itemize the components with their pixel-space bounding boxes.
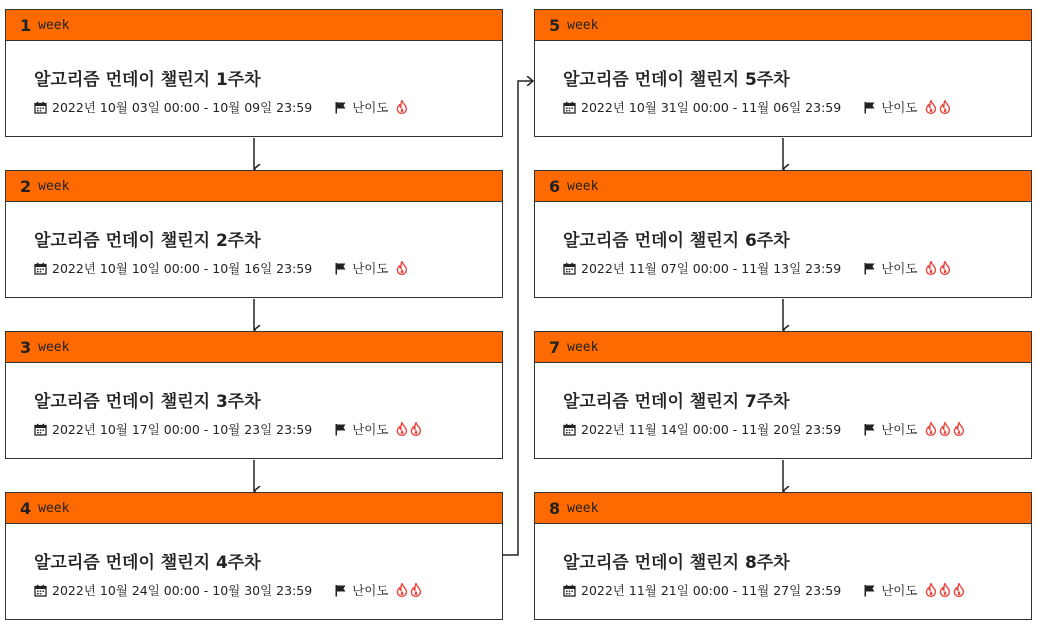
difficulty-label: 난이도 [881, 261, 918, 276]
week-number: 1 [20, 15, 32, 35]
week-header [6, 332, 502, 363]
challenge-title[interactable]: 알고리즘 먼데이 챌린지 4주차 [34, 553, 261, 573]
fire-icon [939, 100, 951, 114]
week-card-3[interactable] [5, 331, 503, 459]
calendar-icon [563, 262, 576, 275]
challenge-meta [563, 259, 953, 277]
week-header [535, 171, 1031, 202]
challenge-period: 2022년 10월 03일 00:00 - 10월 09일 23:59 [52, 100, 313, 115]
flag-icon [334, 584, 347, 597]
difficulty-label: 난이도 [352, 100, 389, 115]
week-header [6, 493, 502, 524]
flag-icon [863, 584, 876, 597]
difficulty-flames [396, 100, 410, 114]
week-number: 8 [549, 498, 561, 518]
flag-icon [334, 423, 347, 436]
challenge-meta [34, 420, 424, 438]
fire-icon [925, 583, 937, 597]
week-header [6, 171, 502, 202]
challenge-title[interactable]: 알고리즘 먼데이 챌린지 6주차 [563, 231, 790, 251]
challenge-meta [34, 581, 424, 599]
difficulty-flames [396, 583, 424, 597]
calendar-icon [34, 262, 47, 275]
challenge-meta [563, 581, 967, 599]
fire-icon [925, 422, 937, 436]
week-number: 6 [549, 176, 561, 196]
challenge-meta [34, 98, 410, 116]
week-number: 3 [20, 337, 32, 357]
difficulty-label: 난이도 [352, 422, 389, 437]
difficulty-flames [925, 100, 953, 114]
calendar-icon [34, 584, 47, 597]
difficulty-flames [925, 422, 967, 436]
calendar-icon [563, 584, 576, 597]
fire-icon [396, 422, 408, 436]
fire-icon [410, 583, 422, 597]
calendar-icon [563, 101, 576, 114]
flag-icon [334, 262, 347, 275]
calendar-icon [34, 423, 47, 436]
difficulty-flames [925, 261, 953, 275]
flag-icon [863, 101, 876, 114]
calendar-icon [34, 101, 47, 114]
week-number: 5 [549, 15, 561, 35]
difficulty-flames [396, 261, 410, 275]
week-label: week [567, 339, 599, 355]
fire-icon [396, 583, 408, 597]
fire-icon [396, 261, 408, 275]
challenge-period: 2022년 11월 07일 00:00 - 11월 13일 23:59 [581, 261, 842, 276]
week-header [535, 10, 1031, 41]
week-card-2[interactable] [5, 170, 503, 298]
challenge-period: 2022년 11월 21일 00:00 - 11월 27일 23:59 [581, 583, 842, 598]
difficulty-label: 난이도 [881, 583, 918, 598]
week-number: 4 [20, 498, 32, 518]
fire-icon [939, 261, 951, 275]
challenge-meta [563, 98, 953, 116]
challenge-period: 2022년 10월 31일 00:00 - 11월 06일 23:59 [581, 100, 842, 115]
flag-icon [863, 423, 876, 436]
difficulty-label: 난이도 [881, 422, 918, 437]
week-number: 2 [20, 176, 32, 196]
calendar-icon [563, 423, 576, 436]
fire-icon [953, 583, 965, 597]
fire-icon [925, 261, 937, 275]
challenge-meta [563, 420, 967, 438]
flag-icon [863, 262, 876, 275]
fire-icon [939, 583, 951, 597]
week-header [6, 10, 502, 41]
difficulty-label: 난이도 [352, 583, 389, 598]
arrow-4-5 [503, 81, 533, 555]
week-header [535, 493, 1031, 524]
fire-icon [953, 422, 965, 436]
week-label: week [567, 178, 599, 194]
challenge-title[interactable]: 알고리즘 먼데이 챌린지 8주차 [563, 553, 790, 573]
week-label: week [38, 178, 70, 194]
challenge-title[interactable]: 알고리즘 먼데이 챌린지 3주차 [34, 392, 261, 412]
challenge-title[interactable]: 알고리즘 먼데이 챌린지 5주차 [563, 70, 790, 90]
challenge-period: 2022년 10월 17일 00:00 - 10월 23일 23:59 [52, 422, 313, 437]
difficulty-flames [925, 583, 967, 597]
challenge-period: 2022년 11월 14일 00:00 - 11월 20일 23:59 [581, 422, 842, 437]
fire-icon [925, 100, 937, 114]
challenge-title[interactable]: 알고리즘 먼데이 챌린지 7주차 [563, 392, 790, 412]
fire-icon [410, 422, 422, 436]
week-label: week [38, 17, 70, 33]
fire-icon [396, 100, 408, 114]
challenge-title[interactable]: 알고리즘 먼데이 챌린지 2주차 [34, 231, 261, 251]
challenge-period: 2022년 10월 24일 00:00 - 10월 30일 23:59 [52, 583, 313, 598]
difficulty-label: 난이도 [352, 261, 389, 276]
challenge-meta [34, 259, 410, 277]
week-label: week [567, 17, 599, 33]
week-card-1[interactable] [5, 9, 503, 137]
fire-icon [939, 422, 951, 436]
week-card-5[interactable] [534, 9, 1032, 137]
week-card-7[interactable] [534, 331, 1032, 459]
challenge-title[interactable]: 알고리즘 먼데이 챌린지 1주차 [34, 70, 261, 90]
week-label: week [38, 500, 70, 516]
week-header [535, 332, 1031, 363]
flag-icon [334, 101, 347, 114]
week-card-8[interactable] [534, 492, 1032, 620]
challenge-period: 2022년 10월 10일 00:00 - 10월 16일 23:59 [52, 261, 313, 276]
week-card-4[interactable] [5, 492, 503, 620]
week-number: 7 [549, 337, 561, 357]
difficulty-label: 난이도 [881, 100, 918, 115]
week-card-6[interactable] [534, 170, 1032, 298]
week-label: week [567, 500, 599, 516]
difficulty-flames [396, 422, 424, 436]
week-label: week [38, 339, 70, 355]
